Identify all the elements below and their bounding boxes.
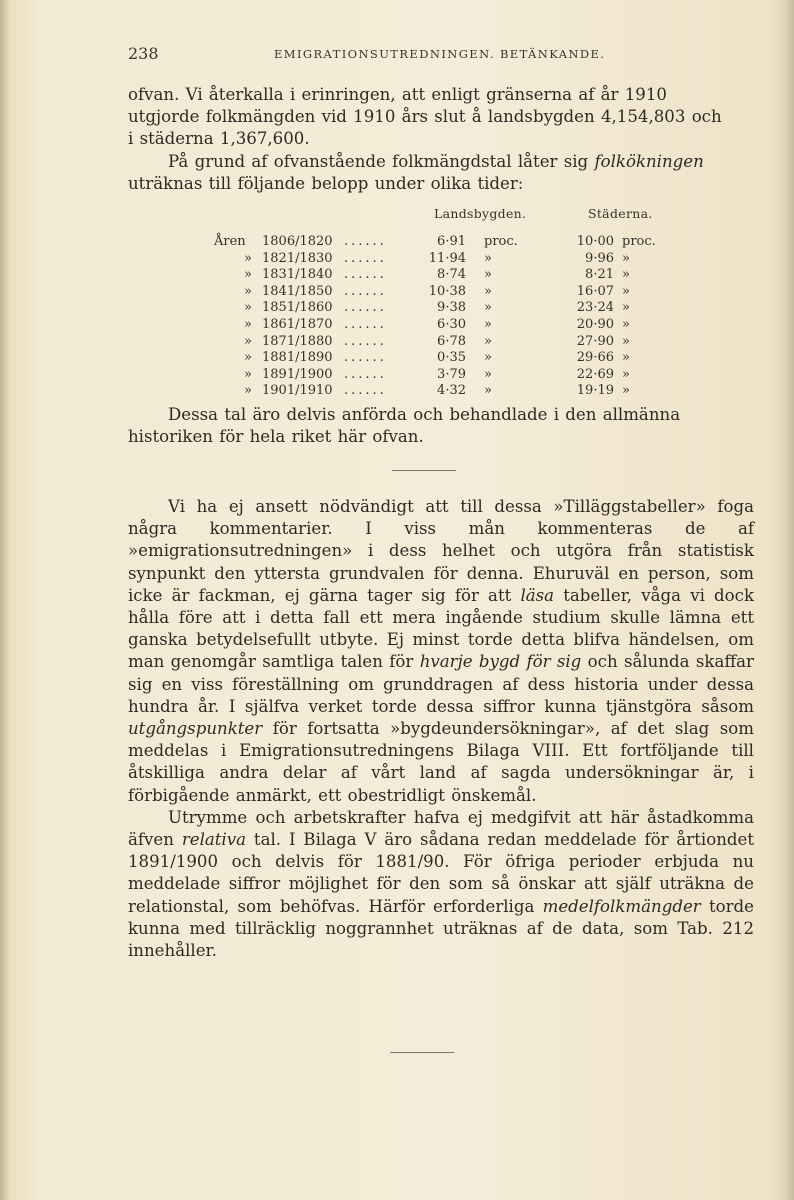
body-text: och sålunda skaffar sig en viss föreställning om grunddragen af dess historia under dessa hundra år. I själfva verket torde dessa siffror kunna tjänstgöra såsom — [128, 652, 754, 716]
body-text: Utrymme och arbetskrafter hafva ej medgifvit att här åstadkomma äfven — [128, 807, 754, 850]
period-cell: 1881/1890 — [262, 350, 333, 366]
leader-dots: ...... — [344, 383, 387, 399]
leader-dots: ...... — [344, 317, 387, 332]
landsbygden-unit: » — [484, 267, 492, 283]
body-text: tal. I Bilaga V äro sådana redan meddelade för årtiondet 1891/1900 och delvis för 1881/90. För öfriga perioder erbjuda nu meddelade siffror möjlighet för den som så önskar att själf uträkna de relationstal, som behöfvas. Härför erforderliga — [128, 830, 754, 916]
period-cell: 1841/1850 — [262, 283, 333, 299]
body-paragraph-2 — [128, 807, 754, 962]
staderna-unit: » — [622, 283, 630, 299]
table-row — [128, 383, 754, 401]
after-table-line: Dessa tal äro delvis anförda och behandlade i den allmänna — [168, 405, 681, 424]
table-row — [128, 251, 754, 269]
period-cell: 1821/1830 — [262, 250, 333, 266]
body-text: Vi ha ej ansett nödvändigt att till dessa »Tilläggstabeller» foga några kommentarier. I viss mån kommenteras de af »emigrationsutredningen» i dess helhet och utgöra från statistisk synpunkt den yttersta grundvalen för denna. Ehuruväl en person, som icke är fackman, ej gärna tager sig för att — [128, 497, 754, 605]
section-divider — [390, 1052, 454, 1053]
landsbygden-unit: » — [484, 350, 492, 366]
leader-dots: ...... — [344, 300, 387, 316]
staderna-value: 23·24 — [576, 300, 614, 316]
main-body-text — [128, 496, 754, 962]
table-row — [128, 317, 754, 335]
staderna-unit: » — [622, 383, 630, 399]
leader-dots: ...... — [344, 267, 387, 283]
leader-dots: ...... — [344, 250, 387, 266]
staderna-value: 8·21 — [585, 267, 614, 283]
staderna-unit: » — [622, 350, 630, 366]
intro-emphasis: folkökningen — [594, 151, 704, 171]
landsbygden-value: 4·32 — [437, 383, 466, 399]
landsbygden-unit: » — [484, 250, 492, 266]
body-emphasis: hvarje bygd för sig — [419, 652, 582, 672]
staderna-unit: » — [622, 366, 630, 382]
staderna-unit: » — [622, 250, 630, 266]
page-edge-shadow — [772, 0, 794, 1200]
body-paragraph-1 — [128, 496, 754, 807]
column-header-landsbygden: Landsbygden. — [434, 206, 527, 221]
row-label: » — [244, 317, 252, 332]
growth-table — [128, 206, 754, 399]
landsbygden-unit: » — [484, 317, 492, 332]
body-emphasis: läsa — [520, 585, 555, 605]
table-row — [128, 334, 754, 352]
staderna-value: 22·69 — [576, 366, 614, 382]
landsbygden-value: 6·91 — [437, 234, 466, 249]
body-emphasis: utgångspunkter — [128, 719, 263, 739]
leader-dots: ...... — [344, 350, 387, 366]
staderna-unit: » — [622, 300, 630, 316]
period-cell: 1861/1870 — [262, 317, 333, 332]
landsbygden-unit: » — [484, 333, 492, 349]
intro-text-a: På grund af ofvanstående folkmängdstal låter sig — [168, 151, 589, 171]
period-cell: 1901/1910 — [262, 383, 333, 399]
page-spine-shadow — [0, 0, 10, 1200]
intro-line: ofvan. Vi återkalla i erinringen, att enligt gränserna af år 1910 — [128, 85, 667, 104]
staderna-value: 9·96 — [585, 250, 614, 266]
intro-text — [128, 84, 754, 195]
table-row — [128, 350, 754, 368]
row-label: » — [244, 350, 252, 366]
landsbygden-value: 6·30 — [437, 317, 466, 332]
landsbygden-value: 9·38 — [437, 300, 466, 316]
staderna-unit: » — [622, 267, 630, 283]
leader-dots: ...... — [344, 333, 387, 349]
running-title: EMIGRATIONSUTREDNINGEN. BETÄNKANDE. — [274, 47, 606, 61]
landsbygden-value: 6·78 — [437, 333, 466, 349]
staderna-value: 16·07 — [576, 283, 614, 299]
section-divider — [392, 470, 456, 471]
period-cell: 1891/1900 — [262, 366, 333, 382]
staderna-unit: proc. — [622, 234, 656, 249]
row-label: » — [244, 383, 252, 399]
period-cell: 1851/1860 — [262, 300, 333, 316]
staderna-value: 19·19 — [576, 383, 614, 399]
body-text: torde kunna med tillräcklig noggrannhet uträknas af de data, som Tab. 212 innehåller. — [128, 896, 754, 961]
landsbygden-value: 8·74 — [437, 267, 466, 283]
column-header-staderna: Städerna. — [588, 206, 653, 221]
table-row — [128, 284, 754, 302]
page-number: 238 — [128, 44, 159, 63]
staderna-value: 27·90 — [576, 333, 614, 349]
staderna-value: 10·00 — [576, 234, 614, 249]
intro-paragraph — [128, 151, 754, 173]
after-table-text — [128, 404, 754, 448]
leader-dots: ...... — [344, 283, 387, 299]
landsbygden-unit: » — [484, 300, 492, 316]
page-header — [128, 44, 754, 66]
row-label: » — [244, 333, 252, 349]
intro-line: uträknas till följande belopp under olika tider: — [128, 173, 524, 193]
period-cell: 1871/1880 — [262, 333, 333, 349]
landsbygden-unit: » — [484, 283, 492, 299]
row-label: Åren — [214, 234, 246, 249]
row-label: » — [244, 300, 252, 316]
landsbygden-unit: proc. — [484, 234, 518, 249]
table-row — [128, 300, 754, 318]
landsbygden-unit: » — [484, 383, 492, 399]
landsbygden-value: 0·35 — [437, 350, 466, 366]
landsbygden-value: 11·94 — [428, 250, 466, 266]
period-cell: 1806/1820 — [262, 234, 333, 249]
leader-dots: ...... — [344, 234, 387, 249]
row-label: » — [244, 366, 252, 382]
body-emphasis: medelfolkmängder — [542, 896, 701, 916]
intro-line: utgjorde folkmängden vid 1910 års slut å landsbygden 4,154,803 och — [128, 107, 722, 127]
body-text: tabeller, våga vi dock hålla före att i detta fall ett mera ingående studium skulle lämna ett ganska betydelsefullt utbyte. Ej minst torde detta blifva händelsen, om man genomgår samtliga talen för — [128, 585, 754, 672]
row-label: » — [244, 283, 252, 299]
body-text: för fortsatta »bygdeundersökningar», af det slag som meddelas i Emigrationsutredningens Bilaga VIII. Ett fortföljande till åtskilliga andra delar af vårt land af sagda undersökningar är, i förbigående anmärkt, ett obestridligt önskemål. — [128, 719, 754, 805]
table-row — [128, 367, 754, 385]
intro-line: i städerna 1,367,600. — [128, 129, 310, 149]
body-emphasis: relativa — [181, 830, 247, 850]
leader-dots: ...... — [344, 366, 387, 382]
table-row — [128, 267, 754, 285]
staderna-value: 20·90 — [576, 317, 614, 332]
row-label: » — [244, 250, 252, 266]
landsbygden-value: 10·38 — [428, 283, 466, 299]
landsbygden-value: 3·79 — [437, 366, 466, 382]
staderna-value: 29·66 — [576, 350, 614, 366]
staderna-unit: » — [622, 317, 630, 332]
row-label: » — [244, 267, 252, 283]
table-row — [128, 234, 754, 252]
staderna-unit: » — [622, 333, 630, 349]
period-cell: 1831/1840 — [262, 267, 333, 283]
after-table-line: historiken för hela riket här ofvan. — [128, 427, 424, 447]
landsbygden-unit: » — [484, 366, 492, 382]
